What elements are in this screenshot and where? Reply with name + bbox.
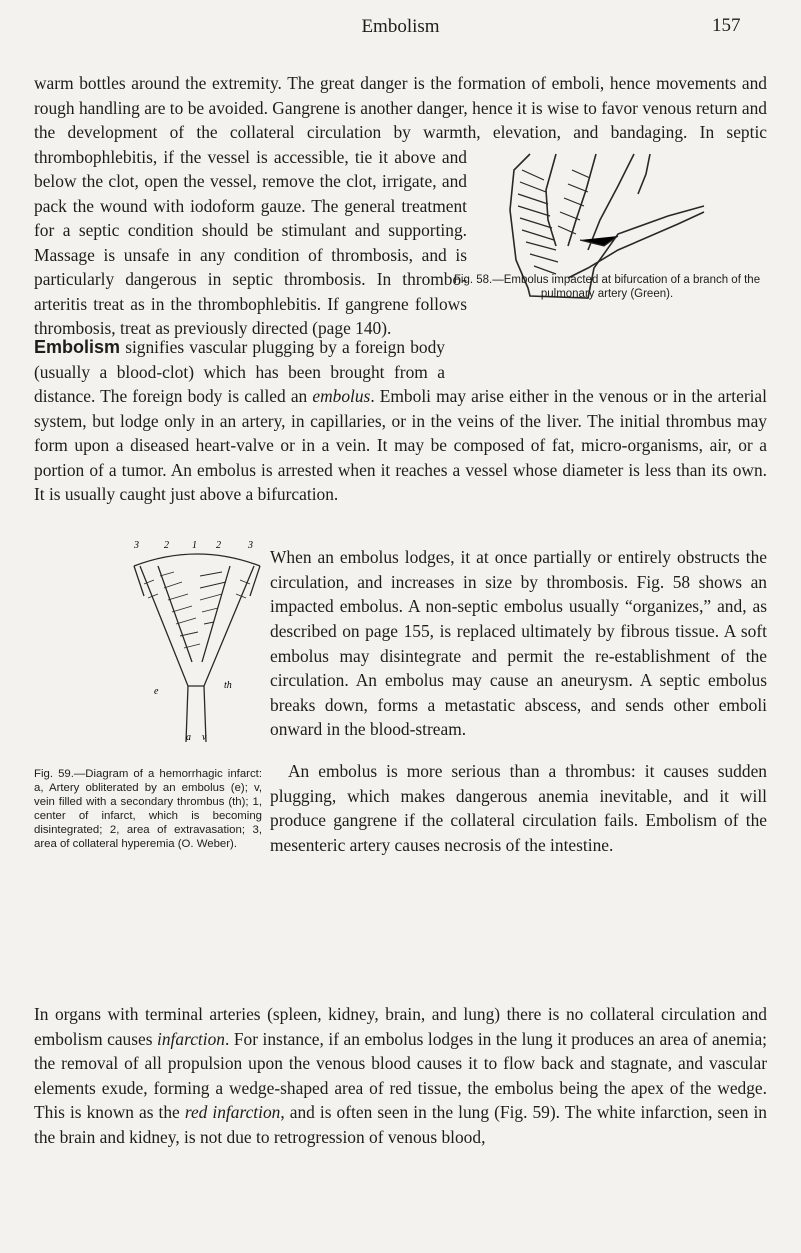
red-infarction-term: red infarction (184, 1102, 281, 1123)
label-2-right: 2 (216, 540, 221, 551)
infarct-wedge-drawing (134, 554, 260, 742)
infarction-text-c: , and is often seen in the lung (Fig. 59). The white infarction, seen in the brain and kidney, is not due to retrogression of venous blood, (34, 1102, 767, 1147)
figure-59-caption-b: a, Artery obliterated by an embolus (e); v, vein filled with a secondary thrombus (th); 1, center of infarct, which is becoming disintegrated; 2, area of extravasation; 3, area of collateral hyperemia (O. Weber). (34, 781, 262, 850)
figure-59-caption (34, 768, 262, 851)
label-e: e (154, 686, 159, 697)
figure-58-caption: Fig. 58.—Embolus impacted at bifurcation of a branch of the pulmonary artery (Green). (453, 274, 761, 300)
embolus-term: embolus (312, 386, 371, 407)
embolism-heading: Embolism (34, 337, 121, 357)
label-a: a (186, 732, 191, 743)
label-3-left: 3 (134, 540, 139, 551)
infarction-text-a: In organs with terminal arteries (spleen, kidney, brain, and lung) there is no collateral circulation and embolism causes (34, 1004, 767, 1049)
infarction-term: infarction (157, 1028, 225, 1049)
paragraph-embolism-definition (34, 335, 767, 507)
paragraph-embolus-lodging (270, 528, 767, 875)
figure-59-caption-a: Fig. 59.—Diagram of a hemorrhagic infarct: (34, 768, 262, 780)
figure-58-embolus-illustration (468, 150, 768, 350)
infarction-text-b: . For instance, if an embolus lodges in the lung it produces an area of anemia; the removal of all propulsion upon the venous blood causes it to flow back and stagnate, and vascular elements exude, forming a wedge-shaped area of red tissue, the embolus being the apex of the wedge. This is known as the (34, 1028, 767, 1123)
page-number: 157 (712, 15, 741, 36)
running-head: Embolism (361, 16, 440, 37)
label-3-right: 3 (248, 540, 253, 551)
figure-58-caption-float (445, 331, 767, 381)
label-2-left: 2 (164, 540, 169, 551)
infarct-shading (144, 572, 250, 648)
paragraph-infarction (34, 1002, 767, 1149)
label-th: th (224, 680, 232, 691)
embolism-text-a: signifies vascular plugging by a foreign body (usually a blood-clot) which has been brought from a distance. The foreign body is called an (34, 337, 445, 407)
paragraph-treatment-text: warm bottles around the extremity. The great danger is the formation of emboli, hence movements and rough handling are to be avoided. Gangrene is another danger, hence it is wise to favor venous return and the development of the collateral circulation by warmth, elevation, and bandaging. In septic thrombophlebitis, if the vessel is accessible, tie it above and below the clot, open the vessel, remove the clot, irrigate, and pack the wound with iodoform gauze. The general treatment for a septic condition should be stimulant and supporting. Massage is unsafe in any condition of thrombosis, and is particularly dangerous in septic thrombosis. In thrombo-arteritis treat as in the thrombophlebitis. If gangrene follows thrombosis, treat as previously directed (page 140). (34, 73, 767, 339)
label-1: 1 (192, 540, 197, 551)
embolism-text-b: . Emboli may arise either in the venous or in the arterial system, but lodge only in an artery, in capillaries, or in the veins of the liver. The initial thrombus may form upon a diseased heart-valve or in a vein. It may be composed of fat, micro-organisms, air, or a portion of a tumor. An embolus is arrested when it reaches a vessel whose diameter is less than its own. It is usually caught just above a bifurcation. (34, 386, 767, 505)
paragraph-embolus-lodging-text: When an embolus lodges, it at once partially or entirely obstructs the circulation, and increases in size by thrombosis. Fig. 58 shows an impacted embolus. A non-septic embolus usually “organizes,” and, as described on page 155, is replaced ultimately by fibrous tissue. A soft embolus may disintegrate and permit the re-establishment of the circulation. An embolus may cause an aneurysm. A septic embolus breaks down, forms a metastatic abscess, and sends other emboli onward in the blood-stream. (270, 547, 767, 740)
figure-59-infarct-diagram (130, 536, 265, 744)
paragraph-embolus-serious-text: An embolus is more serious than a thrombus: it causes sudden plugging, which makes dangerous anemia inevitable, and it will produce gangrene if the collateral circulation fails. Embolism of the mesenteric artery causes necrosis of the intestine. (270, 761, 767, 855)
label-v: v (202, 732, 207, 743)
